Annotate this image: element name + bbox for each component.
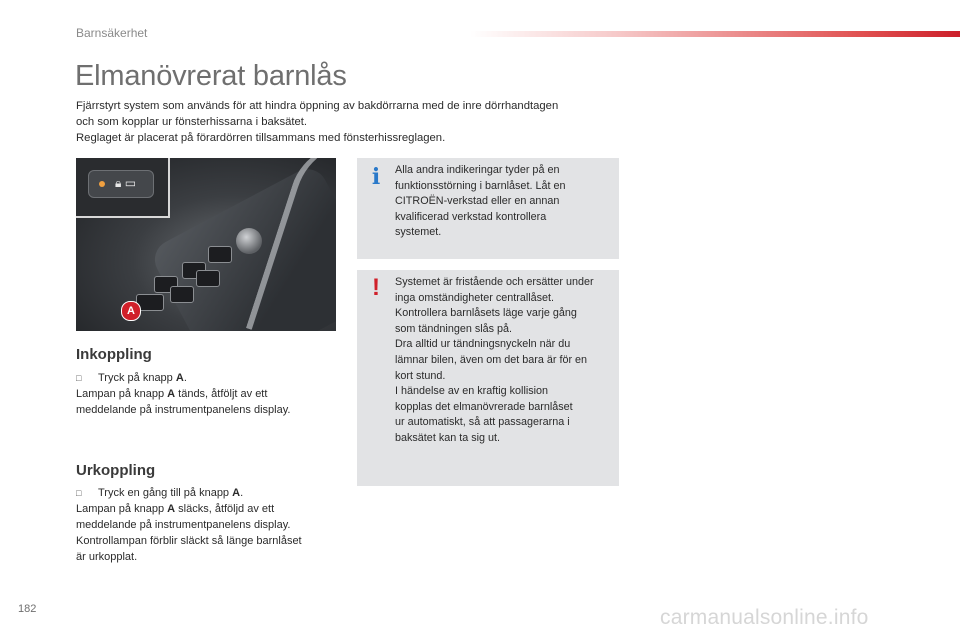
section-label: Barnsäkerhet <box>76 26 148 40</box>
info-box <box>357 158 619 259</box>
bullet-icon: □ <box>76 373 82 383</box>
warning-box-text: Systemet är fristående och ersätter under inga omständigheter centrallåset. Kontrollera barnlåsets läge varje gång som tändningen slås på. Dra alltid ur tändningsnyckeln när du lämnar bilen, även om det bara är för en kort stund. I händelse av en kraftig kollision kopplas det elmanövrerade barnlåset ur automatiskt, så att passagerarna i baksätet kan ta sig ut. <box>395 276 594 444</box>
intro-line: Reglaget är placerat på förardörren tillsammans med fönsterhissreglagen. <box>76 132 446 144</box>
bullet-icon: □ <box>76 488 82 498</box>
watermark: carmanualsonline.info <box>660 606 869 629</box>
header-accent-bar <box>470 31 960 37</box>
intro-line: och som kopplar ur fönsterhissarna i baksätet. <box>76 116 308 128</box>
child-lock-icon: 🔒︎ ▭ <box>115 176 137 190</box>
warning-icon: ! <box>372 274 380 301</box>
info-box-text: Alla andra indikeringar tyder på en funktionsstörning i barnlåset. Låt en CITROËN-verkstad eller en annan kvalificerad verkstad kontrollera systemet. <box>395 164 566 239</box>
deactivation-heading: Urkoppling <box>76 462 156 479</box>
window-switch <box>196 270 220 287</box>
indicator-lamp-icon <box>99 181 105 187</box>
inset-child-lock-switch <box>88 170 154 198</box>
door-control-photo <box>76 158 336 331</box>
intro-text <box>76 98 636 146</box>
activation-heading: Inkoppling <box>76 346 152 363</box>
info-icon: i <box>371 164 381 190</box>
button-a-marker: A <box>121 301 141 321</box>
intro-line: Fjärrstyrt system som används för att hindra öppning av bakdörrarna med de inre dörrhandtagen <box>76 100 559 112</box>
deactivation-text: □ Tryck en gång till på knapp A. Lampan på knapp A släcks, åtföljd av ett meddelande på instrumentpanelens display. Kontrollampan förblir släckt så länge barnlåset är urkopplat. <box>76 487 302 563</box>
window-switch <box>170 286 194 303</box>
page-title: Elmanövrerat barnlås <box>75 60 347 92</box>
window-switch <box>208 246 232 263</box>
warning-box <box>357 270 619 486</box>
inset-closeup <box>76 158 170 218</box>
mirror-knob <box>236 228 262 254</box>
activation-text: □ Tryck på knapp A. Lampan på knapp A tänds, åtföljt av ett meddelande på instrumentpanelens display. <box>76 372 291 416</box>
page-number: 182 <box>18 603 37 615</box>
